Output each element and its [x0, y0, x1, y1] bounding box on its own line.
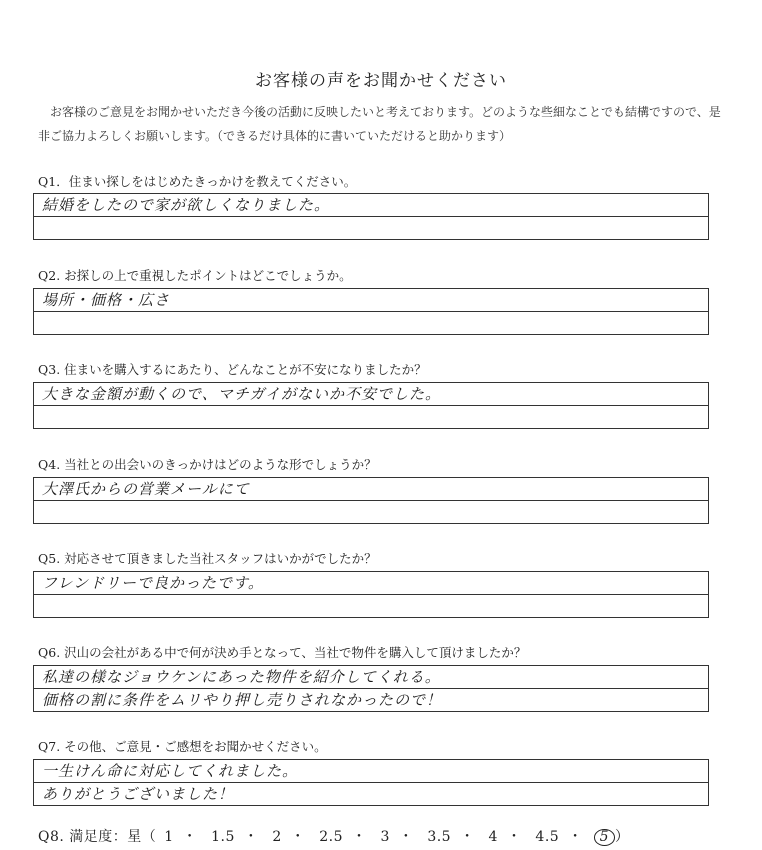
answer-line	[34, 594, 708, 617]
rating-option[interactable]: 2	[272, 829, 282, 845]
question-4-label: Q4. 当社との出会いのきっかけはどのような形でしょうか？	[38, 457, 377, 472]
answer-box-7[interactable]	[33, 759, 709, 806]
answer-line	[34, 478, 708, 500]
answer-text: 大きな金額が動くので、マチガイがないか不安でした。	[42, 385, 441, 403]
answer-line	[34, 311, 708, 334]
question-3-label: Q3. 住まいを購入するにあたり、どんなことが不安になりましたか？	[38, 362, 427, 377]
answer-text: 結婚をしたので家が欲しくなりました。	[42, 196, 331, 214]
rating-option[interactable]: 2.5	[319, 829, 343, 845]
answer-line	[34, 405, 708, 428]
question-7-label: Q7. その他、ご意見・ご感想をお聞かせください。	[38, 739, 327, 754]
question-1-label: Q1．住まい探しをはじめたきっかけを教えてください。	[38, 174, 357, 189]
rating-option[interactable]: 1.5	[211, 829, 235, 845]
rating-option-selected[interactable]: 5	[594, 829, 615, 846]
answer-line	[34, 383, 708, 405]
answer-line	[34, 760, 708, 782]
question-6-label: Q6. 沢山の会社がある中で何が決め手となって、当社で物件を購入して頂けましたか？	[38, 645, 527, 660]
rating-option[interactable]: 1	[164, 829, 174, 845]
intro-text: お客様のご意見をお聞かせいただき今後の活動に反映したいと考えております。どのような些細なことでも結構ですので、是非ご協力よろしくお願いします。（できるだけ具体的に書いていただけると助かります）	[38, 105, 721, 143]
answer-line	[34, 194, 708, 216]
rating-option[interactable]: 4.5	[535, 829, 560, 845]
answer-box-4[interactable]	[33, 477, 709, 524]
answer-line	[34, 688, 708, 711]
answer-box-6[interactable]	[33, 665, 709, 712]
answer-text: 場所・価格・広さ	[42, 291, 171, 309]
question-2-label: Q2. お探しの上で重視したポイントはどこでしょうか。	[38, 268, 352, 283]
answer-line	[34, 500, 708, 523]
answer-box-5[interactable]	[33, 571, 709, 618]
rating-option[interactable]: 4	[488, 829, 498, 845]
answer-text: 価格の割に条件をムリやり押し売りされなかったので！	[42, 691, 443, 709]
answer-text: ありがとうございました！	[42, 785, 235, 803]
answer-line	[34, 216, 708, 239]
answer-box-3[interactable]	[33, 382, 709, 429]
satisfaction-rating: Q8. 満足度：星（ 1 ・ 1.5 ・ 2 ・ 2.5 ・ 3 ・ 3.5 ・ 4 ・ 4.5 ・ 5 ）	[38, 829, 630, 845]
answer-line	[34, 289, 708, 311]
rating-close: ）	[615, 829, 630, 845]
page-title: お客様の声をお聞かせください	[255, 71, 507, 91]
answer-line	[34, 782, 708, 805]
answer-text: 大澤氏からの営業メールにて	[42, 480, 250, 498]
rating-label: Q8. 満足度：星（	[38, 829, 157, 845]
answer-line	[34, 572, 708, 594]
answer-text: フレンドリーで良かったです。	[42, 574, 264, 592]
answer-line	[34, 666, 708, 688]
rating-option[interactable]: 3.5	[427, 829, 452, 845]
rating-option[interactable]: 3	[380, 829, 390, 845]
answer-box-2[interactable]	[33, 288, 709, 335]
answer-text: 私達の様なジョウケンにあった物件を紹介してくれる。	[42, 668, 441, 686]
answer-text: 一生けん命に対応してくれました。	[42, 762, 299, 780]
answer-box-1[interactable]	[33, 193, 709, 240]
question-5-label: Q5. 対応させて頂きました当社スタッフはいかがでしたか？	[38, 551, 377, 566]
